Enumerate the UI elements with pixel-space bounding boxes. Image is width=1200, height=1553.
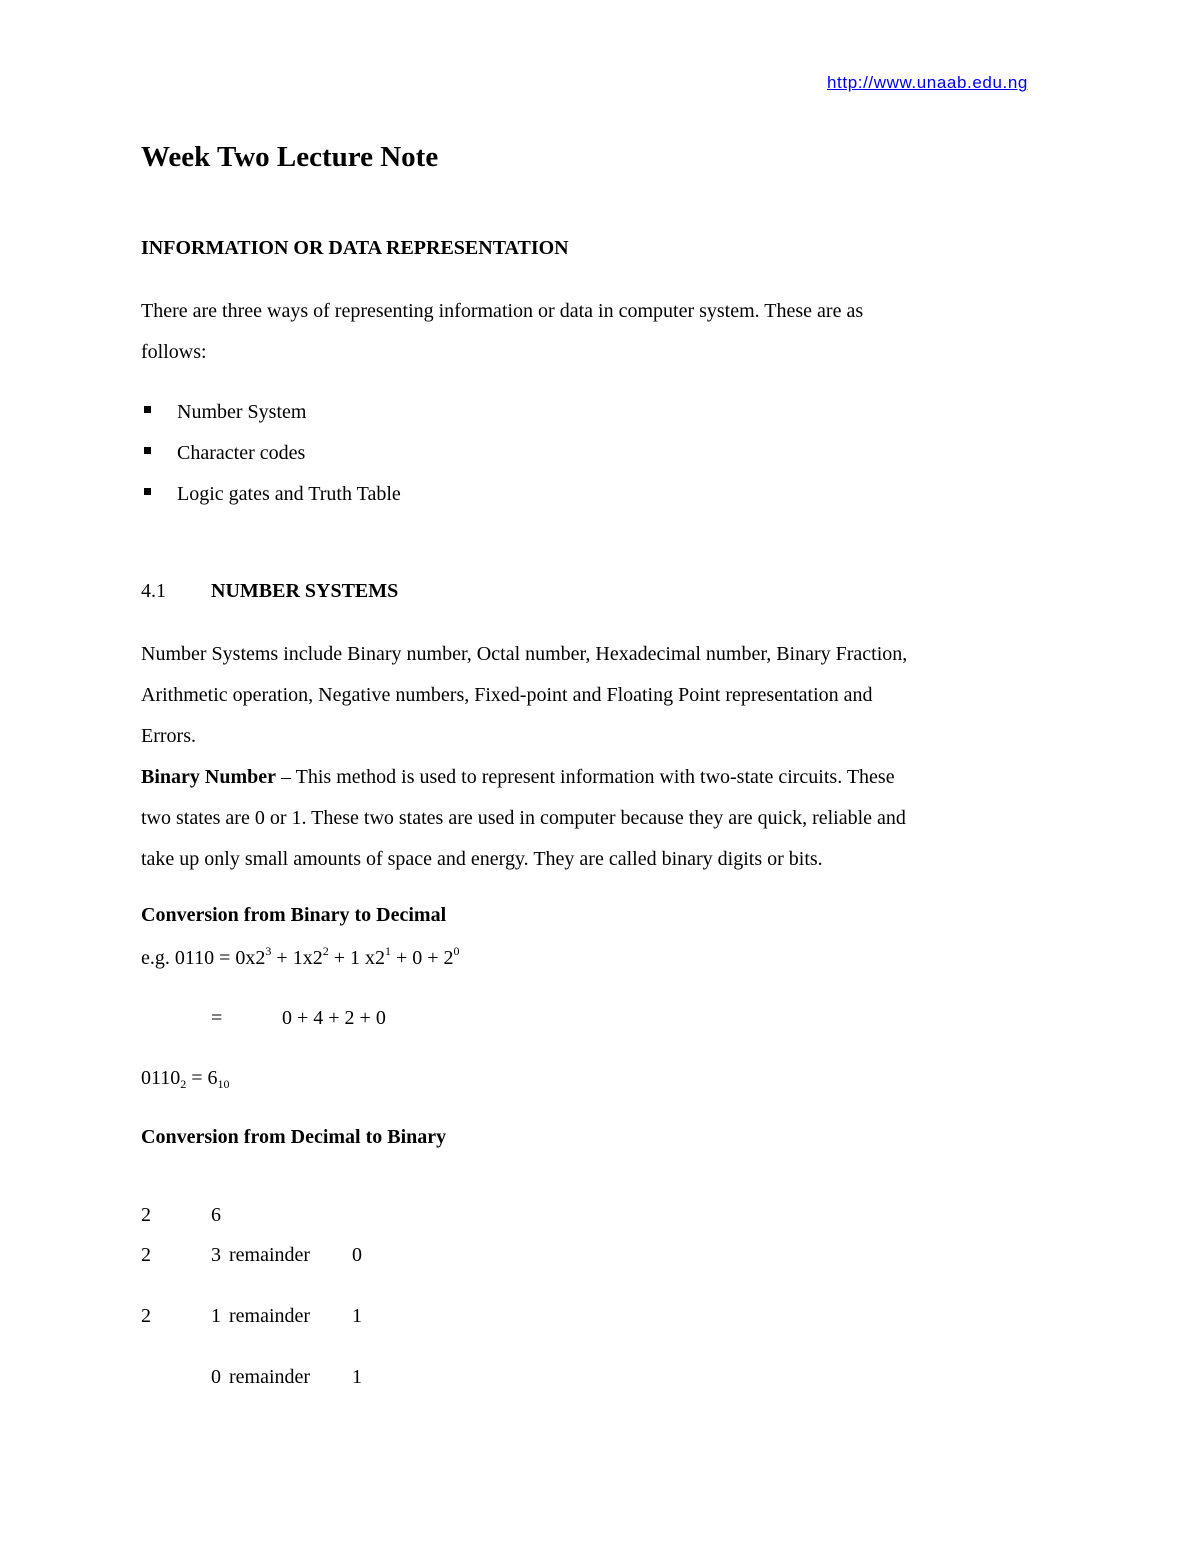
square-bullet-icon	[144, 488, 151, 495]
result-part: 0110	[141, 1067, 181, 1089]
bin-to-dec-equation	[141, 944, 460, 970]
section-heading: INFORMATION OR DATA REPRESENTATION	[141, 237, 569, 259]
eq-exponent: 1	[384, 944, 391, 958]
eq-exponent: 0	[453, 944, 460, 958]
remainder-cell: 1	[352, 1366, 362, 1388]
header-url-link[interactable]: http://www.unaab.edu.ng	[827, 73, 1028, 92]
eq-exponent: 2	[322, 944, 329, 958]
result-part: = 6	[186, 1067, 218, 1089]
eq-part: + 0 + 2	[390, 947, 454, 969]
binary-number-line-3: take up only small amounts of space and energy. They are called binary digits or bits.	[141, 848, 823, 870]
binary-number-desc: – This method is used to represent information with two-state circuits. These	[276, 766, 895, 788]
remainder-label: remainder	[229, 1244, 311, 1266]
quotient-cell: 1	[211, 1305, 221, 1327]
intro-line-2: follows:	[141, 341, 207, 363]
intro-line-1: There are three ways of representing information or data in computer system. These are as	[141, 300, 864, 322]
base-subscript: 10	[217, 1077, 230, 1091]
section-title: NUMBER SYSTEMS	[211, 580, 399, 602]
dec-to-bin-heading: Conversion from Decimal to Binary	[141, 1126, 447, 1148]
number-systems-line-2: Arithmetic operation, Negative numbers, Fixed-point and Floating Point representation and	[141, 684, 873, 706]
eq-part: + 1x2	[271, 947, 323, 969]
square-bullet-icon	[144, 447, 151, 454]
remainder-label: remainder	[229, 1305, 311, 1327]
sum-expression: 0 + 4 + 2 + 0	[282, 1007, 386, 1029]
base-subscript: 2	[180, 1077, 187, 1091]
number-systems-line-1: Number Systems include Binary number, Octal number, Hexadecimal number, Binary Fraction,	[141, 643, 908, 665]
list-item-text: Character codes	[177, 442, 306, 464]
equals-sign: =	[211, 1007, 223, 1029]
list-item-text: Number System	[177, 401, 307, 423]
binary-number-term: Binary Number	[141, 766, 276, 788]
quotient-cell: 3	[211, 1244, 221, 1266]
divisor-cell: 2	[141, 1305, 151, 1327]
intro-paragraph	[141, 291, 1061, 373]
page-title: Week Two Lecture Note	[141, 141, 439, 173]
remainder-cell: 0	[352, 1244, 362, 1266]
divisor-cell: 2	[141, 1204, 151, 1226]
eq-part: + 1 x2	[328, 947, 385, 969]
number-systems-line-3: Errors.	[141, 725, 196, 747]
bin-to-dec-result	[141, 1067, 230, 1090]
bin-to-dec-heading: Conversion from Binary to Decimal	[141, 904, 447, 926]
quotient-cell: 6	[211, 1204, 221, 1226]
binary-number-line-1	[141, 757, 1061, 798]
remainder-cell: 1	[352, 1305, 362, 1327]
quotient-cell: 0	[211, 1366, 221, 1388]
section-number: 4.1	[141, 580, 166, 602]
list-item-text: Logic gates and Truth Table	[177, 483, 401, 505]
eq-exponent: 3	[265, 944, 272, 958]
number-systems-paragraph	[141, 634, 1061, 880]
divisor-cell: 2	[141, 1244, 151, 1266]
binary-number-line-2: two states are 0 or 1. These two states are used in computer because they are quick, reliable and	[141, 807, 906, 829]
square-bullet-icon	[144, 406, 151, 413]
remainder-label: remainder	[229, 1366, 311, 1388]
eq-part: e.g. 0110 = 0x2	[141, 947, 266, 969]
